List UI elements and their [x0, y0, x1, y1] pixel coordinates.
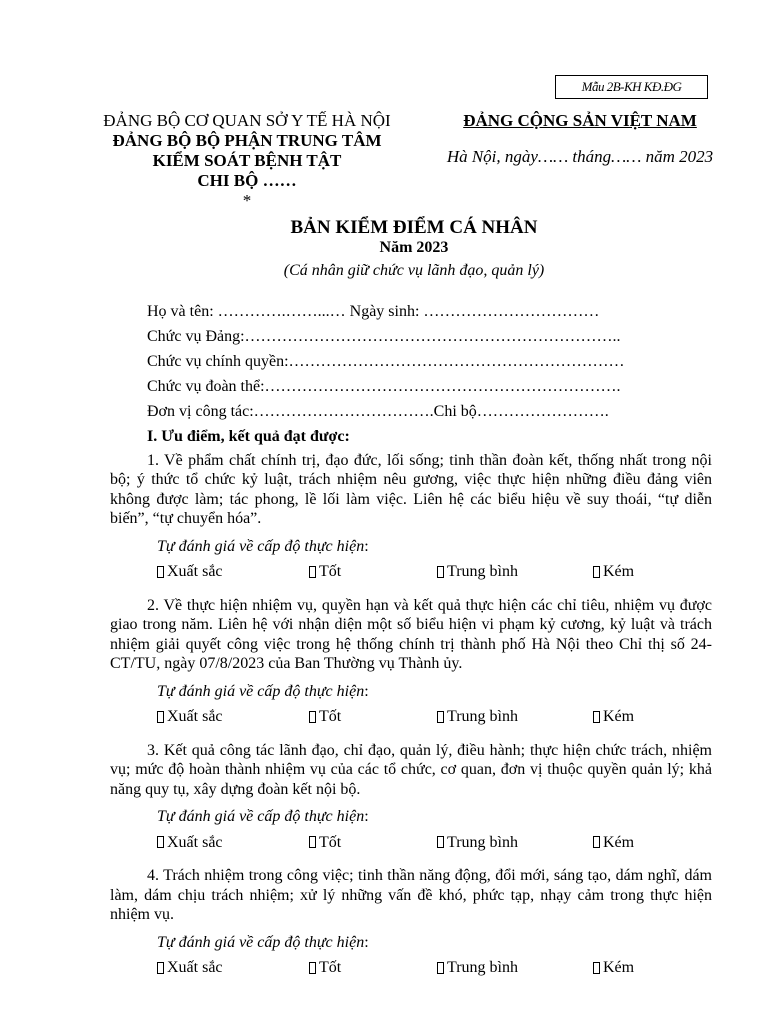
checkbox[interactable]: [593, 566, 600, 578]
option-average[interactable]: [437, 833, 593, 853]
self-evaluation-colon: :: [364, 682, 369, 700]
item-2-text: 2. Về thực hiện nhiệm vụ, quyền hạn và kết quả thực hiện các chỉ tiêu, nhiệm vụ được giao trong năm. Liên hệ với nhận diện một số biểu hiện vi phạm kỷ cương, kỷ luật và trách nhiệm giải quyết công việc trong hệ thống chính trị thành phố Hà Nội theo Chỉ thị số 24-CT/TU, ngày 07/8/2023 của Ban Thường vụ Thành ủy.: [110, 596, 712, 672]
document-year: Năm 2023: [379, 239, 449, 256]
self-evaluation-label-text: Tự đánh giá về cấp độ thực hiện: [157, 808, 365, 825]
checkbox[interactable]: [437, 711, 444, 723]
option-poor[interactable]: [593, 562, 634, 582]
rating-options: [110, 707, 712, 727]
checkbox[interactable]: [309, 962, 316, 974]
document-body: [110, 302, 712, 992]
option-good[interactable]: [309, 958, 437, 978]
self-evaluation-label: [110, 807, 712, 827]
option-label: Xuất sắc: [167, 563, 223, 580]
option-average[interactable]: [437, 958, 593, 978]
org-star: *: [242, 191, 252, 210]
option-excellent[interactable]: [157, 833, 309, 853]
rating-options: [110, 958, 712, 978]
self-evaluation-label-text: Tự đánh giá về cấp độ thực hiện: [157, 682, 365, 700]
self-evaluation-label: [110, 537, 712, 557]
checkbox[interactable]: [309, 566, 316, 578]
form-code-box: Mẫu 2B-KH KĐ.ĐG: [555, 75, 708, 99]
item-4-text: 4. Trách nhiệm trong công việc; tinh thần năng động, đổi mới, sáng tạo, dám nghĩ, dám làm, dám chịu trách nhiệm; xử lý những vấn đề khó, phức tạp, nhạy cảm trong thực hiện nhiệm vụ.: [110, 867, 712, 923]
checkbox[interactable]: [309, 711, 316, 723]
self-evaluation-label: [110, 933, 712, 953]
field-party-position: Chức vụ Đảng:……………………………………………………………..: [147, 328, 621, 345]
option-poor[interactable]: [593, 958, 634, 978]
checkbox[interactable]: [593, 962, 600, 974]
item-3-text: 3. Kết quả công tác lãnh đạo, chỉ đạo, quản lý, điều hành; thực hiện chức trách, nhiệm vụ; mức độ hoàn thành nhiệm vụ của các tổ chức, cơ quan, đơn vị thuộc quyền quản lý; khả năng quy tụ, xây dựng đoàn kết nội bộ.: [110, 741, 712, 798]
option-label: Kém: [603, 563, 635, 580]
option-good[interactable]: [309, 833, 437, 853]
option-label: Tốt: [319, 563, 342, 580]
document-title: BẢN KIỂM ĐIỂM CÁ NHÂN: [290, 217, 538, 238]
section-1-heading: I. Ưu điểm, kết quả đạt được:: [147, 428, 350, 445]
org-line-4: CHI BỘ ……: [197, 171, 297, 190]
option-label: Xuất sắc: [167, 708, 223, 725]
issuing-organization: [82, 111, 412, 211]
checkbox[interactable]: [157, 711, 164, 723]
field-name-dob: Họ và tên: ………….……...… Ngày sinh: ……………………………: [147, 303, 600, 320]
option-excellent[interactable]: [157, 707, 309, 727]
checkbox[interactable]: [157, 962, 164, 974]
checkbox[interactable]: [157, 836, 164, 848]
checkbox[interactable]: [437, 836, 444, 848]
org-line-1: ĐẢNG BỘ CƠ QUAN SỞ Y TẾ HÀ NỘI: [103, 111, 391, 130]
place-date: Hà Nội, ngày…… tháng…… năm 2023: [446, 147, 714, 166]
option-label: Kém: [603, 708, 635, 725]
option-label: Xuất sắc: [167, 833, 223, 851]
option-average[interactable]: [437, 562, 593, 582]
rating-options: [110, 833, 712, 853]
self-evaluation-colon: :: [364, 808, 369, 825]
org-line-3: KIỂM SOÁT BỆNH TẬT: [152, 151, 342, 170]
field-union-position: Chức vụ đoàn thể:………………………………………………………….: [147, 378, 621, 395]
checkbox[interactable]: [157, 566, 164, 578]
option-excellent[interactable]: [157, 562, 309, 582]
checkbox[interactable]: [593, 711, 600, 723]
self-evaluation-label-text: Tự đánh giá về cấp độ thực hiện: [157, 537, 365, 555]
option-label: Trung bình: [447, 708, 518, 725]
option-label: Tốt: [319, 959, 342, 976]
option-excellent[interactable]: [157, 958, 309, 978]
option-good[interactable]: [309, 707, 437, 727]
option-good[interactable]: [309, 562, 437, 582]
item-1-text: 1. Về phẩm chất chính trị, đạo đức, lối sống; tinh thần đoàn kết, thống nhất trong nội bộ; ý thức tổ chức kỷ luật, trách nhiệm nêu gương, việc thực hiện những điều đảng viên không được làm; tác phong, lề lối làm việc. Liên hệ các biểu hiệu về suy thoái, “tự diễn biến”, “tự chuyển hóa”.: [110, 451, 712, 527]
document-subtitle: (Cá nhân giữ chức vụ lãnh đạo, quản lý): [283, 262, 545, 279]
national-header: [410, 111, 750, 167]
option-label: Trung bình: [447, 833, 518, 851]
option-label: Tốt: [319, 833, 342, 851]
checkbox[interactable]: [593, 836, 600, 848]
checkbox[interactable]: [309, 836, 316, 848]
rating-options: [110, 562, 712, 582]
option-poor[interactable]: [593, 833, 634, 853]
option-label: Tốt: [319, 708, 342, 725]
field-work-unit: Đơn vị công tác:…………………………….Chi bộ…………………….: [147, 403, 609, 420]
option-label: Trung bình: [447, 563, 518, 580]
field-government-position: Chức vụ chính quyền:………………………………………………………: [147, 353, 625, 370]
option-label: Xuất sắc: [167, 959, 223, 976]
option-label: Kém: [603, 959, 635, 976]
option-average[interactable]: [437, 707, 593, 727]
self-evaluation-colon: :: [364, 537, 369, 555]
self-evaluation-label: [110, 682, 712, 702]
option-label: Trung bình: [447, 959, 518, 976]
self-evaluation-colon: :: [364, 933, 369, 951]
option-label: Kém: [603, 833, 635, 851]
checkbox[interactable]: [437, 962, 444, 974]
option-poor[interactable]: [593, 707, 634, 727]
org-line-2: ĐẢNG BỘ BỘ PHẬN TRUNG TÂM: [112, 131, 382, 150]
self-evaluation-label-text: Tự đánh giá về cấp độ thực hiện: [157, 933, 365, 951]
checkbox[interactable]: [437, 566, 444, 578]
party-name: ĐẢNG CỘNG SẢN VIỆT NAM: [463, 111, 697, 130]
